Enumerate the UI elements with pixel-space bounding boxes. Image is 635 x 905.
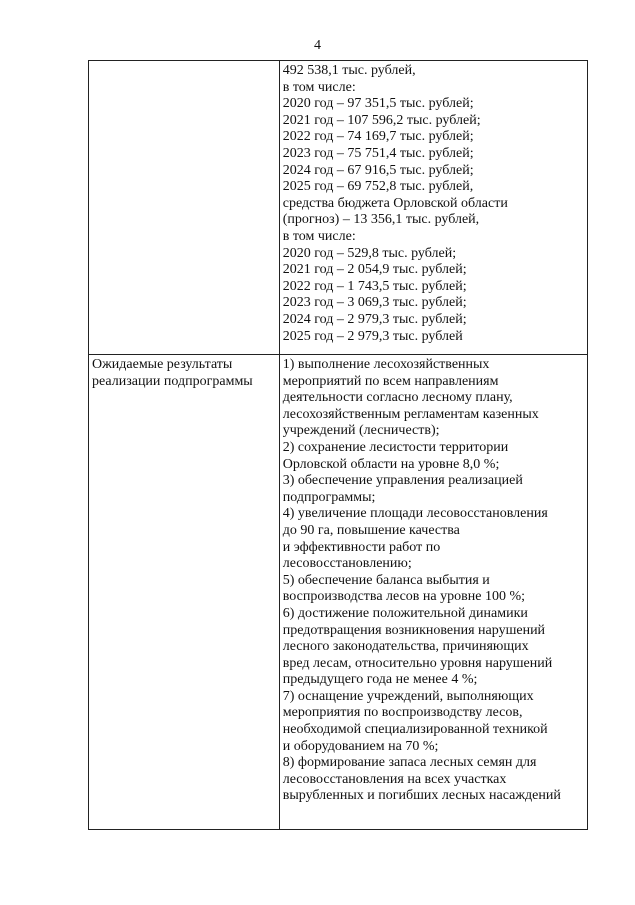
results-line: лесохозяйственным регламентам казенных: [282, 406, 539, 422]
results-line: 3) обеспечение управления реализацией: [282, 473, 523, 489]
results-line: подпрограммы;: [282, 489, 376, 505]
funding-line: 2024 год – 67 916,5 тыс. рублей;: [282, 162, 474, 178]
results-value-cell: [279, 355, 587, 830]
results-label-cell: [89, 355, 280, 830]
results-line: вред лесам, относительно уровня нарушений: [282, 655, 553, 671]
funding-line: 2025 год – 2 979,3 тыс. рублей: [282, 328, 463, 344]
funding-line: 2025 год – 69 752,8 тыс. рублей,: [282, 179, 474, 195]
funding-line: 2022 год – 1 743,5 тыс. рублей;: [282, 278, 467, 294]
subprogram-passport-table: [88, 60, 588, 830]
table-row-results: [89, 355, 588, 830]
funding-value-cell: [279, 61, 587, 355]
funding-line: средства бюджета Орловской области: [282, 195, 508, 211]
table-row-funding: [89, 61, 588, 355]
results-line: 4) увеличение площади лесовосстановления: [282, 506, 548, 522]
results-line: предыдущего года не менее 4 %;: [282, 672, 478, 688]
funding-line: 2021 год – 107 596,2 тыс. рублей;: [282, 112, 481, 128]
results-line: необходимой специализированной техникой: [282, 722, 548, 738]
results-line: 2) сохранение лесистости территории: [282, 439, 509, 455]
page-number: 4: [314, 38, 321, 53]
results-line: до 90 га, повышение качества: [282, 522, 460, 538]
results-label-line: Ожидаемые результаты: [92, 357, 233, 372]
results-line: и оборудованием на 70 %;: [282, 738, 439, 754]
results-line: Орловской области на уровне 8,0 %;: [282, 456, 500, 472]
results-line: мероприятий по всем направлениям: [282, 373, 499, 389]
results-line: 6) достижение положительной динамики: [282, 605, 528, 621]
results-label-line: реализации подпрограммы: [92, 373, 253, 389]
results-line: учреждений (лесничеств);: [282, 423, 440, 439]
results-line: мероприятия по воспроизводству лесов,: [282, 705, 523, 721]
results-line: деятельности согласно лесному плану,: [282, 390, 513, 406]
results-line: предотвращения возникновения нарушений: [282, 622, 546, 638]
funding-line: (прогноз) – 13 356,1 тыс. рублей,: [282, 212, 480, 228]
funding-line: 2023 год – 3 069,3 тыс. рублей;: [282, 295, 467, 311]
results-line: 5) обеспечение баланса выбытия и: [282, 572, 490, 588]
funding-line: 2020 год – 529,8 тыс. рублей;: [282, 245, 457, 261]
results-line: и эффективности работ по: [282, 539, 441, 555]
results-line: 1) выполнение лесохозяйственных: [282, 357, 490, 372]
results-line: лесовосстановлению;: [282, 556, 412, 572]
funding-line: в том числе:: [282, 228, 356, 244]
funding-label-cell: [89, 61, 280, 355]
results-line: лесовосстановления на всех участках: [282, 771, 507, 787]
results-line: лесного законодательства, причиняющих: [282, 639, 529, 655]
funding-line: 2021 год – 2 054,9 тыс. рублей;: [282, 262, 467, 278]
funding-line: 2022 год – 74 169,7 тыс. рублей;: [282, 129, 474, 145]
results-line: 8) формирование запаса лесных семян для: [282, 755, 537, 771]
funding-line: 2024 год – 2 979,3 тыс. рублей;: [282, 311, 467, 327]
results-line: вырубленных и погибших лесных насаждений: [282, 788, 561, 804]
funding-line: 492 538,1 тыс. рублей,: [282, 63, 416, 78]
funding-line: 2023 год – 75 751,4 тыс. рублей;: [282, 145, 474, 161]
results-line: 7) оснащение учреждений, выполняющих: [282, 688, 534, 704]
funding-line: в том числе:: [282, 79, 356, 95]
results-line: воспроизводства лесов на уровне 100 %;: [282, 589, 525, 605]
funding-line: 2020 год – 97 351,5 тыс. рублей;: [282, 96, 474, 112]
